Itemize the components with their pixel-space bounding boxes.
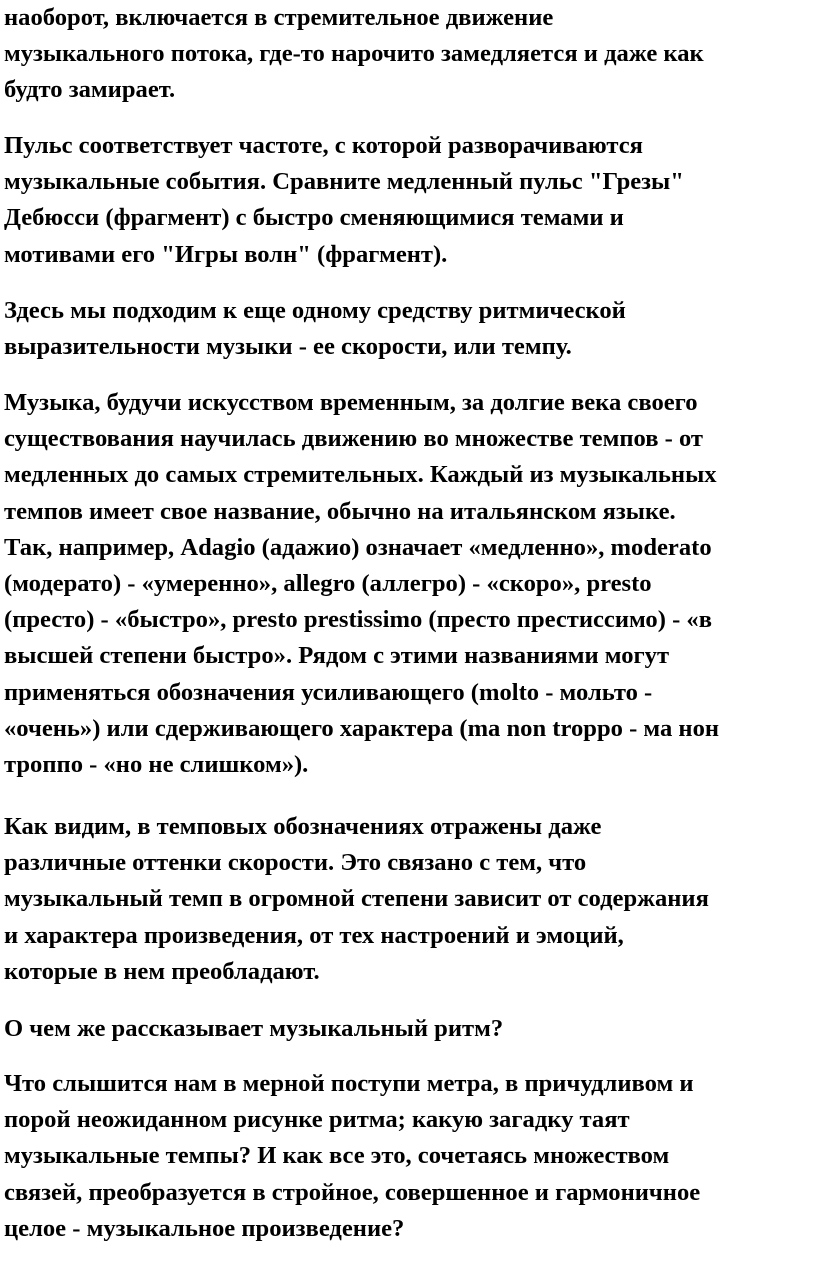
text-line: наоборот, включается в стремительное движение — [4, 4, 554, 31]
paragraph-7 — [4, 1066, 700, 1247]
text-line: применяться обозначения усиливающего (molto - мольто - — [4, 678, 653, 706]
text-line: порой неожиданном рисунке ритма; какую загадку таят — [4, 1106, 630, 1134]
text-line: (модерато) - «умеренно», allegro (аллегро) - «скоро», presto — [4, 569, 652, 597]
paragraph-3 — [4, 293, 626, 365]
text-line: Пульс соответствует частоте, с которой разворачиваются — [4, 132, 643, 159]
text-line: (престо) - «быстро», presto prestissimo (престо престиссимо) - «в — [4, 606, 712, 634]
text-line: Что слышится нам в мерной поступи метра, в причудливом и — [4, 1070, 694, 1097]
text-line: Как видим, в темповых обозначениях отражены даже — [4, 813, 602, 840]
text-line: выразительности музыки - ее скорости, или темпу. — [4, 333, 572, 361]
text-line: будто замирает. — [4, 76, 176, 104]
text-line: целое - музыкальное произведение? — [4, 1214, 405, 1242]
paragraph-2 — [4, 128, 684, 273]
paragraph-1 — [4, 0, 704, 109]
text-line: музыкальные темпы? И как все это, сочетаясь множеством — [4, 1142, 670, 1170]
text-line: музыкальные события. Сравните медленный пульс "Грезы" — [4, 168, 684, 196]
text-line: существования научилась движению во множестве темпов - от — [4, 425, 704, 453]
text-line: О чем же рассказывает музыкальный ритм? — [4, 1015, 504, 1042]
text-line: различные оттенки скорости. Это связано с тем, что — [4, 849, 587, 877]
text-line: темпов имеет свое название, обычно на итальянском языке. — [4, 497, 676, 525]
text-line: и характера произведения, от тех настроений и эмоций, — [4, 921, 624, 949]
text-line: высшей степени быстро». Рядом с этими названиями могут — [4, 642, 670, 670]
text-line: музыкального потока, где-то нарочито замедляется и даже как — [4, 40, 704, 68]
text-line: Здесь мы подходим к еще одному средству ритмической — [4, 297, 626, 324]
paragraph-5 — [4, 809, 709, 990]
text-line: «очень») или сдерживающего характера (ma non troppo - ма нон — [4, 714, 720, 742]
paragraph-6-question — [4, 1011, 503, 1047]
text-line: троппо - «но не слишком»). — [4, 750, 309, 778]
paragraph-4 — [4, 385, 719, 783]
text-line: Так, например, Adagio (адажио) означает «медленно», moderato — [4, 533, 712, 561]
text-line: Музыка, будучи искусством временным, за долгие века своего — [4, 389, 698, 416]
text-line: мотивами его "Игры волн" (фрагмент). — [4, 240, 448, 268]
text-line: связей, преобразуется в стройное, совершенное и гармоничное — [4, 1178, 701, 1206]
text-line: музыкальный темп в огромной степени зависит от содержания — [4, 885, 709, 913]
text-line: Дебюсси (фрагмент) с быстро сменяющимися темами и — [4, 204, 624, 232]
text-line: которые в нем преобладают. — [4, 957, 320, 985]
text-line: медленных до самых стремительных. Каждый из музыкальных — [4, 461, 717, 489]
